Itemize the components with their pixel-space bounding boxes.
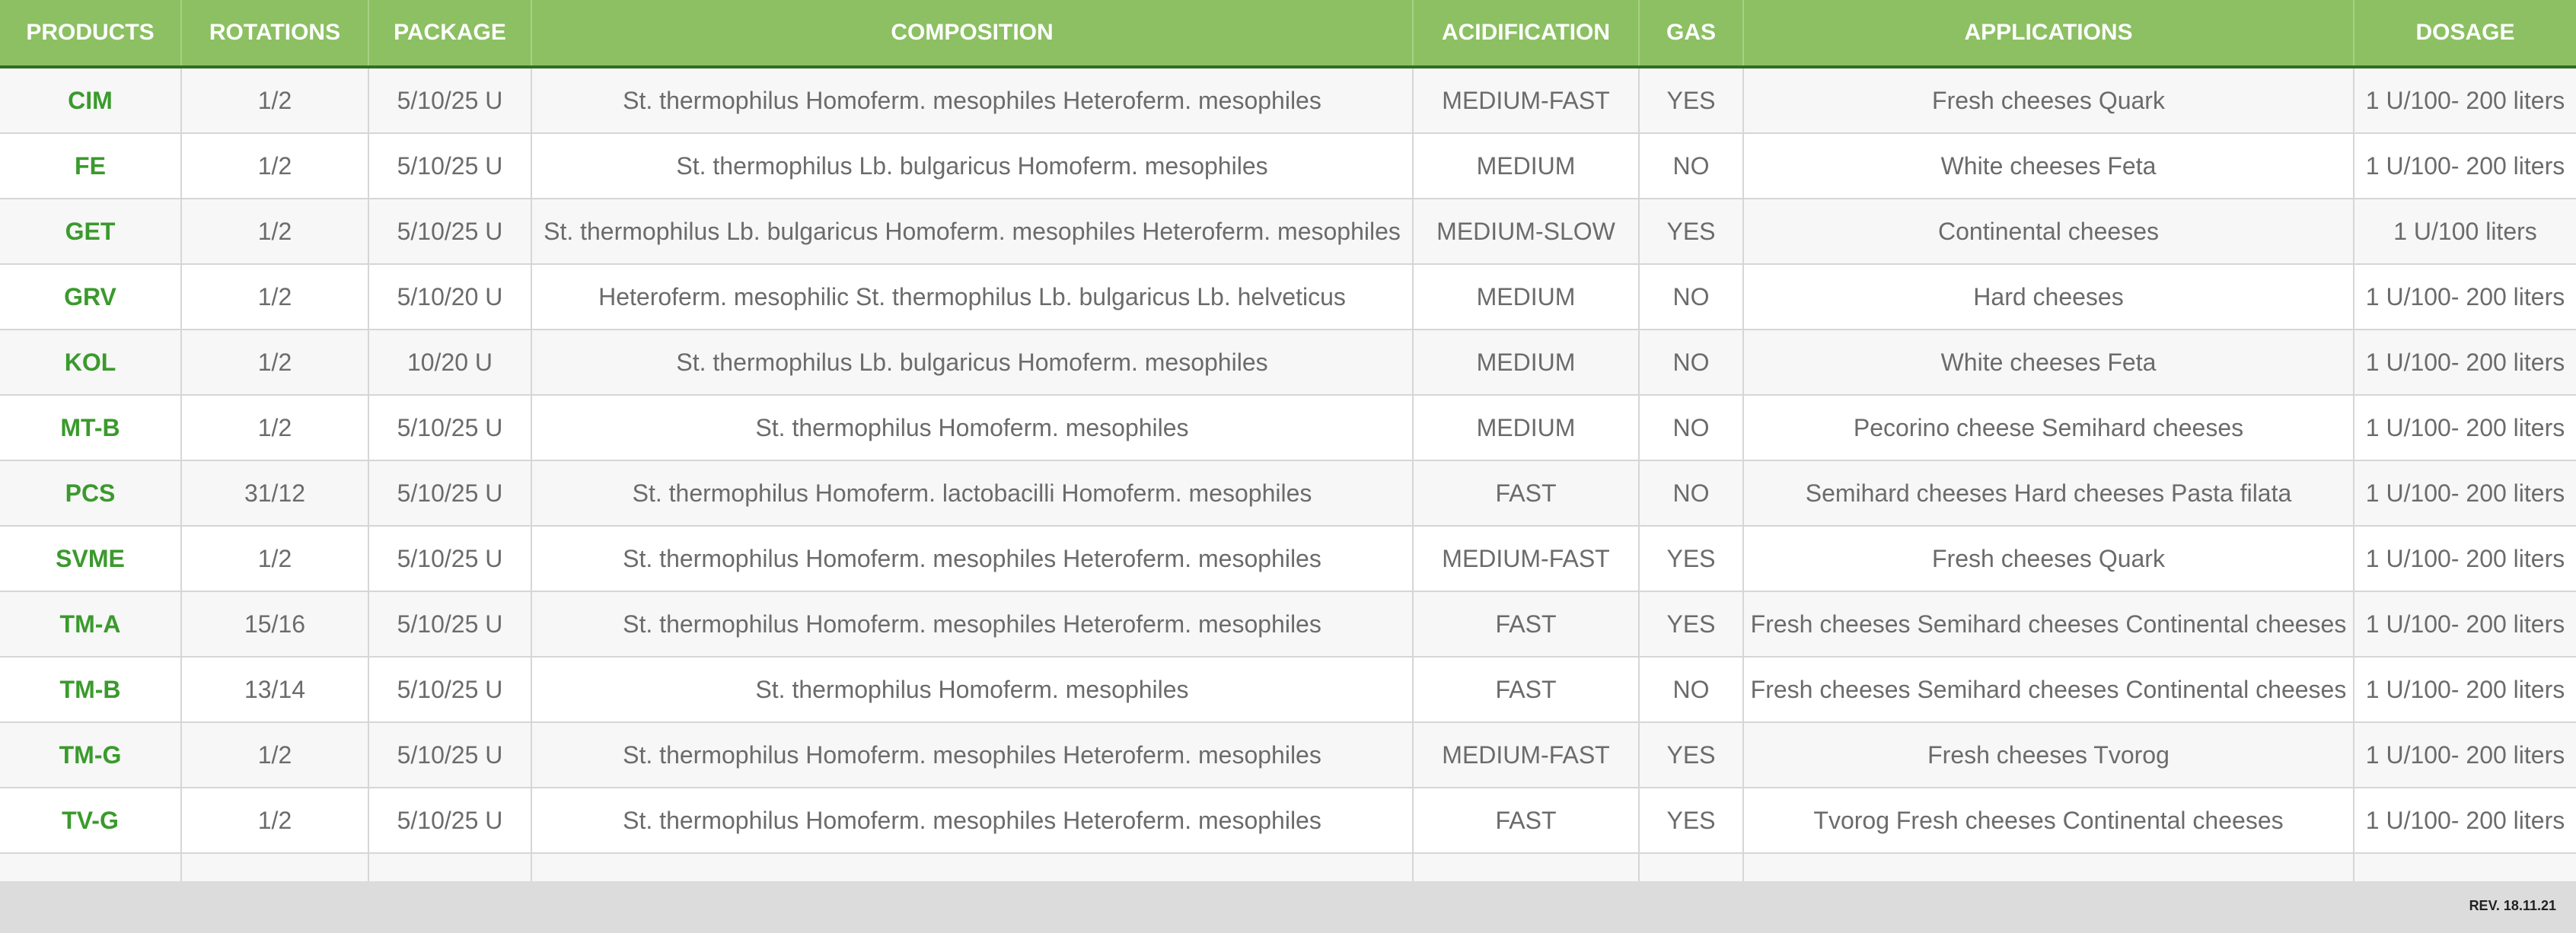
- package-cell: 5/10/25 U: [368, 722, 531, 788]
- dosage-cell: 1 U/100- 200 liters: [2354, 330, 2576, 395]
- table-row[interactable]: [0, 264, 2576, 330]
- rotations-cell: 1/2: [181, 67, 368, 133]
- footer-bar: [0, 881, 2576, 933]
- gas-cell: YES: [1639, 199, 1743, 264]
- composition-cell: St. thermophilus Homoferm. mesophiles Heteroferm. mesophiles: [531, 67, 1413, 133]
- product-cell: GRV: [0, 264, 181, 330]
- gas-cell: NO: [1639, 460, 1743, 526]
- table-row[interactable]: [0, 67, 2576, 133]
- applications-cell: White cheeses Feta: [1743, 330, 2354, 395]
- applications-cell: Fresh cheeses Semihard cheeses Continental cheeses: [1743, 591, 2354, 657]
- composition-cell: St. thermophilus Homoferm. lactobacilli Homoferm. mesophiles: [531, 460, 1413, 526]
- acidification-cell: MEDIUM: [1413, 264, 1639, 330]
- composition-cell: St. thermophilus Homoferm. mesophiles: [531, 657, 1413, 722]
- acidification-cell: FAST: [1413, 657, 1639, 722]
- rotations-cell: 15/16: [181, 591, 368, 657]
- table-body: [0, 67, 2576, 881]
- dosage-cell: 1 U/100- 200 liters: [2354, 526, 2576, 591]
- dosage-cell: 1 U/100- 200 liters: [2354, 722, 2576, 788]
- gas-cell: NO: [1639, 395, 1743, 460]
- package-cell: 5/10/25 U: [368, 657, 531, 722]
- rotations-cell: 1/2: [181, 722, 368, 788]
- composition-cell: St. thermophilus Homoferm. mesophiles Heteroferm. mesophiles: [531, 722, 1413, 788]
- gas-cell: NO: [1639, 657, 1743, 722]
- gas-cell: YES: [1639, 526, 1743, 591]
- gas-cell: NO: [1639, 264, 1743, 330]
- table-row[interactable]: [0, 133, 2576, 199]
- composition-cell: Heteroferm. mesophilic St. thermophilus Lb. bulgaricus Lb. helveticus: [531, 264, 1413, 330]
- package-cell: 5/10/25 U: [368, 526, 531, 591]
- rotations-cell: 1/2: [181, 133, 368, 199]
- empty-cell: [1639, 853, 1743, 881]
- composition-cell: St. thermophilus Lb. bulgaricus Homoferm. mesophiles Heteroferm. mesophiles: [531, 199, 1413, 264]
- empty-cell: [181, 853, 368, 881]
- product-cell: SVME: [0, 526, 181, 591]
- product-cell: GET: [0, 199, 181, 264]
- dosage-cell: 1 U/100- 200 liters: [2354, 657, 2576, 722]
- composition-cell: St. thermophilus Homoferm. mesophiles: [531, 395, 1413, 460]
- composition-cell: St. thermophilus Lb. bulgaricus Homoferm. mesophiles: [531, 133, 1413, 199]
- acidification-cell: MEDIUM-FAST: [1413, 67, 1639, 133]
- acidification-cell: FAST: [1413, 591, 1639, 657]
- acidification-cell: MEDIUM: [1413, 133, 1639, 199]
- column-header-dosage[interactable]: DOSAGE: [2354, 0, 2576, 67]
- rotations-cell: 1/2: [181, 395, 368, 460]
- applications-cell: Hard cheeses: [1743, 264, 2354, 330]
- acidification-cell: MEDIUM-SLOW: [1413, 199, 1639, 264]
- empty-cell: [0, 853, 181, 881]
- composition-cell: St. thermophilus Lb. bulgaricus Homoferm. mesophiles: [531, 330, 1413, 395]
- table-row[interactable]: [0, 395, 2576, 460]
- table-row[interactable]: [0, 657, 2576, 722]
- acidification-cell: MEDIUM-FAST: [1413, 722, 1639, 788]
- product-cell: PCS: [0, 460, 181, 526]
- table-row[interactable]: [0, 591, 2576, 657]
- composition-cell: St. thermophilus Homoferm. mesophiles Heteroferm. mesophiles: [531, 526, 1413, 591]
- table-row[interactable]: [0, 788, 2576, 853]
- dosage-cell: 1 U/100 liters: [2354, 199, 2576, 264]
- package-cell: 5/10/25 U: [368, 591, 531, 657]
- product-cell: FE: [0, 133, 181, 199]
- table-row[interactable]: [0, 330, 2576, 395]
- applications-cell: Continental cheeses: [1743, 199, 2354, 264]
- applications-cell: Tvorog Fresh cheeses Continental cheeses: [1743, 788, 2354, 853]
- rotations-cell: 1/2: [181, 526, 368, 591]
- rotations-cell: 1/2: [181, 330, 368, 395]
- table-row[interactable]: [0, 199, 2576, 264]
- rotations-cell: 31/12: [181, 460, 368, 526]
- product-cell: CIM: [0, 67, 181, 133]
- product-cell: TM-A: [0, 591, 181, 657]
- empty-cell: [368, 853, 531, 881]
- acidification-cell: MEDIUM: [1413, 395, 1639, 460]
- column-header-gas[interactable]: GAS: [1639, 0, 1743, 67]
- column-header-applications[interactable]: APPLICATIONS: [1743, 0, 2354, 67]
- dosage-cell: 1 U/100- 200 liters: [2354, 67, 2576, 133]
- column-header-package[interactable]: PACKAGE: [368, 0, 531, 67]
- applications-cell: Fresh cheeses Quark: [1743, 67, 2354, 133]
- header-row: [0, 0, 2576, 67]
- dosage-cell: 1 U/100- 200 liters: [2354, 591, 2576, 657]
- composition-cell: St. thermophilus Homoferm. mesophiles Heteroferm. mesophiles: [531, 591, 1413, 657]
- package-cell: 5/10/25 U: [368, 395, 531, 460]
- package-cell: 10/20 U: [368, 330, 531, 395]
- package-cell: 5/10/25 U: [368, 199, 531, 264]
- dosage-cell: 1 U/100- 200 liters: [2354, 460, 2576, 526]
- table-row[interactable]: [0, 722, 2576, 788]
- applications-cell: Semihard cheeses Hard cheeses Pasta filata: [1743, 460, 2354, 526]
- product-cell: TM-B: [0, 657, 181, 722]
- applications-cell: Fresh cheeses Semihard cheeses Continental cheeses: [1743, 657, 2354, 722]
- dosage-cell: 1 U/100- 200 liters: [2354, 788, 2576, 853]
- dosage-cell: 1 U/100- 200 liters: [2354, 264, 2576, 330]
- empty-cell: [1413, 853, 1639, 881]
- acidification-cell: MEDIUM: [1413, 330, 1639, 395]
- empty-cell: [531, 853, 1413, 881]
- gas-cell: YES: [1639, 591, 1743, 657]
- acidification-cell: FAST: [1413, 460, 1639, 526]
- column-header-acidification[interactable]: ACIDIFICATION: [1413, 0, 1639, 67]
- column-header-rotations[interactable]: ROTATIONS: [181, 0, 368, 67]
- table-row[interactable]: [0, 460, 2576, 526]
- package-cell: 5/10/25 U: [368, 788, 531, 853]
- table-row-partial: [0, 853, 2576, 881]
- rotations-cell: 1/2: [181, 788, 368, 853]
- package-cell: 5/10/25 U: [368, 133, 531, 199]
- acidification-cell: MEDIUM-FAST: [1413, 526, 1639, 591]
- applications-cell: Fresh cheeses Tvorog: [1743, 722, 2354, 788]
- column-header-products[interactable]: PRODUCTS: [0, 0, 181, 67]
- gas-cell: YES: [1639, 722, 1743, 788]
- gas-cell: NO: [1639, 133, 1743, 199]
- product-cell: MT-B: [0, 395, 181, 460]
- package-cell: 5/10/25 U: [368, 67, 531, 133]
- empty-cell: [2354, 853, 2576, 881]
- package-cell: 5/10/20 U: [368, 264, 531, 330]
- dosage-cell: 1 U/100- 200 liters: [2354, 133, 2576, 199]
- table-row[interactable]: [0, 526, 2576, 591]
- product-cell: TM-G: [0, 722, 181, 788]
- acidification-cell: FAST: [1413, 788, 1639, 853]
- applications-cell: White cheeses Feta: [1743, 133, 2354, 199]
- applications-cell: Fresh cheeses Quark: [1743, 526, 2354, 591]
- package-cell: 5/10/25 U: [368, 460, 531, 526]
- empty-cell: [1743, 853, 2354, 881]
- rotations-cell: 1/2: [181, 199, 368, 264]
- gas-cell: NO: [1639, 330, 1743, 395]
- rotations-cell: 1/2: [181, 264, 368, 330]
- column-header-composition[interactable]: COMPOSITION: [531, 0, 1413, 67]
- gas-cell: YES: [1639, 67, 1743, 133]
- applications-cell: Pecorino cheese Semihard cheeses: [1743, 395, 2354, 460]
- rotations-cell: 13/14: [181, 657, 368, 722]
- revision-label: REV. 18.11.21: [2469, 898, 2556, 913]
- dosage-cell: 1 U/100- 200 liters: [2354, 395, 2576, 460]
- gas-cell: YES: [1639, 788, 1743, 853]
- composition-cell: St. thermophilus Homoferm. mesophiles Heteroferm. mesophiles: [531, 788, 1413, 853]
- table-header: [0, 0, 2576, 67]
- product-cell: KOL: [0, 330, 181, 395]
- product-cell: TV-G: [0, 788, 181, 853]
